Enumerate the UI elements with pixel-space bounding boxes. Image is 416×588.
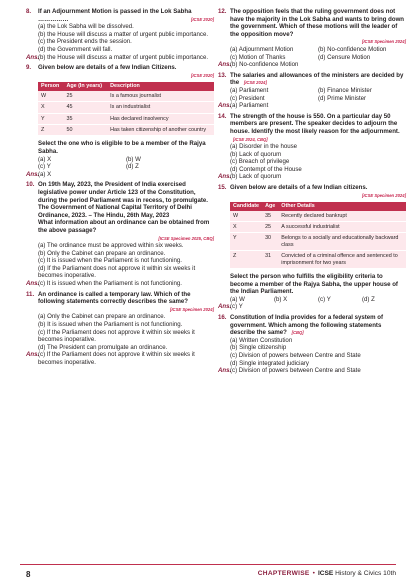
- table-header: Description: [107, 82, 214, 90]
- table-cell: X: [230, 222, 262, 233]
- table-row: [230, 211, 406, 222]
- table-cell: Y: [38, 113, 63, 124]
- option: (d) The President can promulgate an ordinance.: [38, 343, 168, 351]
- option: (c) the President ends the session.: [38, 38, 132, 46]
- answer: [218, 102, 406, 110]
- question-text: Given below are details of a few Indian Citizens.: [38, 64, 177, 72]
- page-footer: [20, 570, 396, 582]
- option: (d) Prime Minister: [318, 94, 367, 102]
- option: (a) The ordinance must be approved within six weeks.: [38, 242, 184, 250]
- question-number: 12.: [218, 8, 227, 15]
- table-row: [38, 91, 214, 102]
- option: (b) Single citizenship: [230, 344, 287, 352]
- question-text: An ordinance is called a temporary law. Which of the following statements correctly describes the same?: [38, 290, 191, 306]
- table-cell: Has taken citizenship of another country: [107, 124, 214, 135]
- question-text: The salaries and allowances of the ministers are decided by the: [230, 71, 404, 87]
- question-number: 11.: [26, 290, 35, 298]
- book-title: History & Civics 10th: [335, 570, 396, 577]
- option: (c) Y: [38, 163, 51, 171]
- answer: [26, 280, 214, 288]
- question-number: 15.: [218, 184, 227, 192]
- candidates-table: [230, 202, 406, 269]
- table-header: Candidate: [230, 202, 262, 210]
- option: (a) Written Constitution: [230, 336, 293, 344]
- answer-text: (a) Parliament: [230, 102, 269, 110]
- option: (d) Contempt of the House: [230, 165, 302, 173]
- question-number: 13.: [218, 71, 227, 79]
- question-9: [26, 64, 214, 178]
- source-tag: [ICSE 2024, CBQ]: [233, 136, 268, 142]
- table-cell: Recently declared bankrupt: [278, 211, 406, 222]
- question-number: 8.: [26, 8, 32, 15]
- question-16: [218, 314, 406, 375]
- citizens-table: [38, 82, 214, 136]
- table-cell: W: [38, 91, 63, 102]
- option: (b) the House will discuss a matter of urgent public importance.: [38, 30, 209, 38]
- option: (d) the Government will fall.: [38, 45, 113, 53]
- table-header: Age (In years): [63, 82, 107, 90]
- option: (b) Lack of quorum: [230, 150, 282, 158]
- option: (c) It is issued when the Parliament is not functioning.: [38, 257, 182, 265]
- answer-text: (b) Lack of quorum: [230, 173, 282, 181]
- question-10: [26, 181, 214, 287]
- option: (d) Z: [126, 163, 139, 171]
- right-column: [218, 8, 406, 378]
- source-tag: [ICSE 2024]: [243, 80, 267, 86]
- option: (c) Motion of Thanks: [230, 53, 286, 61]
- answer-label: Ans.: [218, 303, 232, 311]
- answer-label: Ans.: [218, 173, 232, 181]
- question-number: 14.: [218, 112, 227, 120]
- footer-title: [258, 570, 396, 577]
- question-followup: Select the one who is eligible to be a member of the Rajya Sabha.: [38, 140, 206, 155]
- bullet: •: [312, 570, 315, 577]
- question-text: Given below are details of a few Indian citizens.: [230, 184, 368, 192]
- table-row: [38, 124, 214, 135]
- table-cell: Z: [38, 124, 63, 135]
- source-tag: [ICSE Specimen 2025, CBQ]: [158, 235, 214, 241]
- option: (c) President: [230, 94, 265, 102]
- answer-text: (a) X: [38, 170, 52, 178]
- question-12: [218, 8, 406, 69]
- option: (d) Single integrated judiciary: [230, 359, 309, 367]
- table-cell: 35: [63, 113, 107, 124]
- option: (a) Disorder in the house: [230, 143, 298, 151]
- question-13: [218, 72, 406, 110]
- answer-label: Ans.: [218, 367, 232, 375]
- answer: [218, 303, 406, 311]
- question-text: The opposition feels that the ruling government does not have the majority in the Lok Sabha and wants to bring down the government. Which of these motions will the leader of the opposition move?: [230, 8, 405, 38]
- option: (a) W: [230, 295, 245, 303]
- answer: [26, 171, 214, 179]
- answer-text: (c) If the Parliament does not approve it within six weeks it becomes inoperative.: [38, 351, 195, 366]
- table-header: Other Details: [278, 202, 406, 210]
- source-tag: [ICSE 2020]: [190, 16, 214, 22]
- question-number: 10.: [26, 181, 35, 189]
- table-cell: Convicted of a criminal offence and sentenced to imprisonment for two years: [278, 251, 406, 269]
- question-text-2: What information about an ordinance can be obtained from the above passage?: [38, 219, 210, 234]
- option: (c) If the Parliament does not approve it within six weeks it becomes inoperative.: [38, 328, 195, 344]
- answer: [218, 367, 406, 375]
- table-cell: Is a famous journalist: [107, 91, 214, 102]
- answer: [26, 54, 214, 62]
- table-cell: Has declared insolvency: [107, 113, 214, 124]
- left-column: [26, 8, 214, 370]
- table-cell: 45: [63, 102, 107, 113]
- question-followup: Select the person who fulfills the eligibility criteria to become a member of the Rajya Sabha, the upper house of the Indian Parliament.: [230, 273, 398, 296]
- option: (b) It is issued when the Parliament is not functioning.: [38, 321, 183, 329]
- option: (b) Finance Minister: [318, 86, 372, 94]
- answer-label: Ans.: [26, 170, 40, 178]
- answer-text: (b) No-confidence Motion: [230, 61, 299, 69]
- source-tag: [ICSE Specimen 2024]: [362, 192, 406, 198]
- source-tag: [ICSE Specimen 2024]: [362, 39, 406, 45]
- brand-name: CHAPTERWISE: [257, 570, 310, 577]
- answer-label: Ans.: [26, 280, 40, 288]
- option: (a) the Lok Sabha will be dissolved.: [38, 23, 134, 31]
- option-row: [230, 87, 406, 95]
- table-cell: W: [230, 211, 262, 222]
- table-cell: Belongs to a socially and educationally backward class: [278, 233, 406, 251]
- option: (c) Y: [318, 295, 331, 303]
- option: (c) Division of powers between Centre and State: [230, 352, 361, 360]
- answer-text: (b) the House will discuss a matter of urgent public importance.: [38, 53, 209, 61]
- answer-text: (c) Division of powers between Centre and State: [230, 367, 361, 375]
- source-tag: [CBQ]: [291, 330, 304, 336]
- answer-label: Ans.: [26, 53, 40, 61]
- answer-label: Ans.: [218, 61, 232, 69]
- option-row: [230, 296, 406, 304]
- question-number: 16.: [218, 314, 227, 322]
- option: (d) Censure Motion: [318, 53, 371, 61]
- option-row: [38, 156, 214, 164]
- option-row: [230, 46, 406, 54]
- source-tag: [ICSE Specimen 2024]: [170, 306, 214, 312]
- option: (d) Z: [362, 295, 375, 303]
- option: (b) W: [126, 155, 141, 163]
- option: (a) Only the Cabinet can prepare an ordinance.: [38, 313, 166, 321]
- option: (d) If the Parliament does not approve it within six weeks it becomes inoperative.: [38, 264, 196, 280]
- table-header: Person: [38, 82, 63, 90]
- option: (a) Parliament: [230, 86, 269, 94]
- table-header: Age: [262, 202, 278, 210]
- table-row: [230, 222, 406, 233]
- question-15: [218, 184, 406, 311]
- table-cell: A successful industrialist: [278, 222, 406, 233]
- option-row: [38, 163, 214, 171]
- answer: [218, 173, 406, 181]
- table-cell: X: [38, 102, 63, 113]
- subject-label: ICSE: [317, 570, 334, 577]
- option: (b) Only the Cabinet can prepare an ordinance.: [38, 249, 166, 257]
- page-number: 8: [26, 570, 31, 579]
- option-row: [230, 54, 406, 62]
- option: (a) Adjournment Motion: [230, 45, 294, 53]
- table-cell: Y: [230, 233, 262, 251]
- table-row: [38, 113, 214, 124]
- option: (a) X: [38, 155, 52, 163]
- question-text: Constitution of India provides for a federal system of government. Which among the following statements describe the same?: [230, 314, 384, 337]
- answer-text: (c) Y: [230, 303, 243, 311]
- option: (b) No-confidence Motion: [318, 45, 387, 53]
- answer: [218, 61, 406, 69]
- footer-divider: [20, 564, 396, 565]
- question-14: [218, 113, 406, 181]
- table-cell: 35: [262, 211, 278, 222]
- source-tag: [ICSE 2020]: [190, 72, 214, 78]
- option: (c) Breach of privilege: [230, 158, 290, 166]
- table-cell: Z: [230, 251, 262, 269]
- option: (b) X: [274, 295, 288, 303]
- table-cell: Is an industrialist: [107, 102, 214, 113]
- table-cell: 30: [262, 233, 278, 251]
- answer-text: (c) It is issued when the Parliament is not functioning.: [38, 280, 182, 288]
- option-row: [230, 95, 406, 103]
- question-text: The strength of the house is 550. On a particular day 50 members are present. The speaker decides to adjourn the house. Identify the most likely reason for the adjournment.: [230, 112, 400, 135]
- table-row: [230, 251, 406, 269]
- table-row: [230, 233, 406, 251]
- answer-label: Ans.: [218, 102, 232, 110]
- answer: [26, 351, 214, 366]
- table-row: [38, 102, 214, 113]
- table-cell: 25: [262, 222, 278, 233]
- answer-label: Ans.: [26, 351, 40, 359]
- question-8: [26, 8, 214, 61]
- table-cell: 25: [63, 91, 107, 102]
- question-11: [26, 291, 214, 367]
- table-cell: 50: [63, 124, 107, 135]
- table-cell: 31: [262, 251, 278, 269]
- question-number: 9.: [26, 64, 32, 72]
- question-text: On 19th May, 2023, the President of India exercised legislative power under Article 123 of the Constitution, during the period Parliament was in recess, to promulgate. The Government of National Capital Territory of Delhi Ordinance, 2023. – The Hindu, 26th May, 2023: [38, 181, 208, 219]
- question-text: If an Adjournment Motion is passed in the Lok Sabha ……………: [38, 8, 192, 23]
